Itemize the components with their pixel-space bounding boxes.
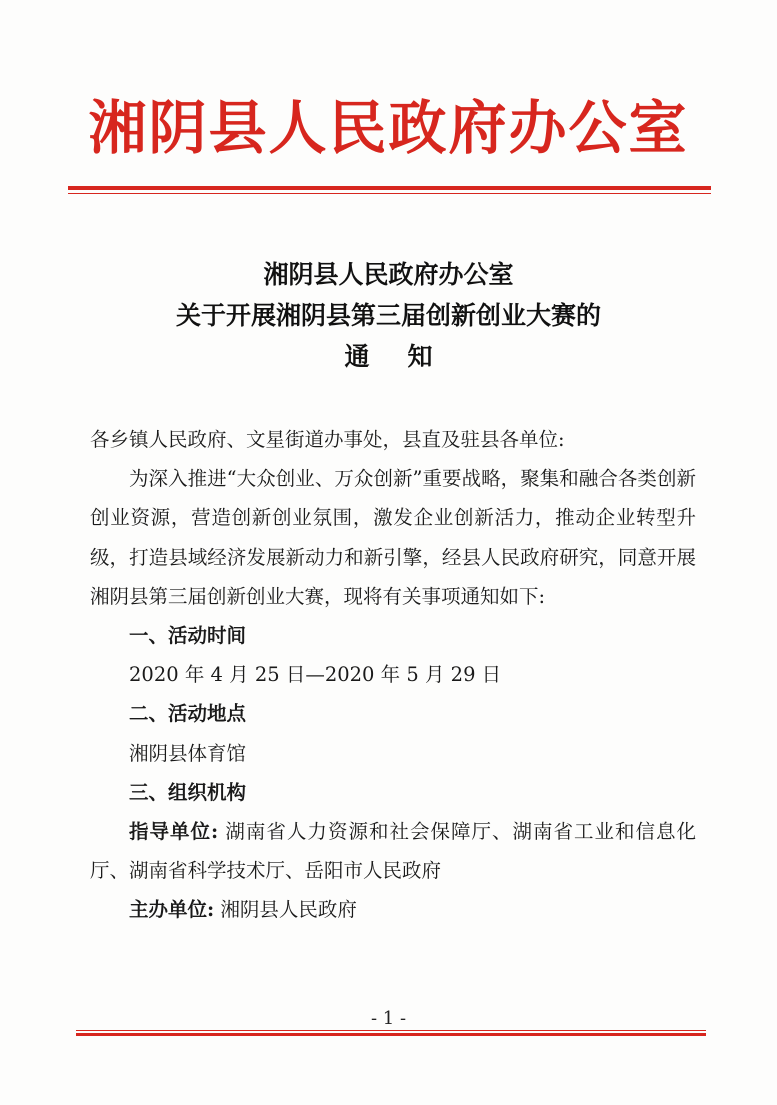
document-body (90, 420, 696, 930)
section-2-text: 湘阴县体育馆 (129, 741, 247, 765)
section-1-heading: 一、活动时间 (129, 624, 247, 648)
footer-rule-thick (76, 1033, 706, 1036)
masthead-rule-thick (68, 186, 711, 190)
salutation: 各乡镇人民政府、文星街道办事处，县直及驻县各单位: (90, 428, 565, 451)
section-1-text: 2020 年 4 月 25 日—2020 年 5 月 29 日 (129, 663, 502, 687)
footer-rule-thin (76, 1030, 706, 1031)
title-line-issuer: 湘阴县人民政府办公室 (263, 260, 514, 289)
guide-unit-label: 指导单位: (129, 820, 219, 844)
title-line-subject: 关于开展湘阴县第三届创新创业大赛的 (175, 301, 601, 330)
title-line-notice: 通知 (344, 342, 471, 371)
section-2-heading: 二、活动地点 (129, 702, 247, 726)
document-title (60, 254, 717, 377)
host-unit-label: 主办单位: (129, 898, 215, 922)
page-number: - 1 - (370, 1008, 407, 1029)
masthead-title: 湘阴县人民政府办公室 (88, 94, 689, 162)
guide-unit-paragraph (90, 812, 696, 890)
section-3-heading: 三、组织机构 (129, 780, 247, 804)
masthead-rule-thin (68, 193, 711, 194)
guide-unit-text: 湖南省人力资源和社会保障厅、湖南省工业和信息化厅、湖南省科学技术厅、岳阳市人民政府 (90, 820, 696, 883)
host-unit-text: 湘阴县人民政府 (214, 898, 357, 922)
intro-paragraph: 为深入推进“大众创业、万众创新”重要战略，聚集和融合各类创新创业资源，营造创新创业氛围，激发企业创新活力，推动企业转型升级，打造县域经济发展新动力和新引擎，经县人民政府研究，同意开展湘阴县第三届创新创业大赛，现将有关事项通知如下: (90, 467, 696, 608)
host-unit-paragraph (90, 890, 696, 929)
